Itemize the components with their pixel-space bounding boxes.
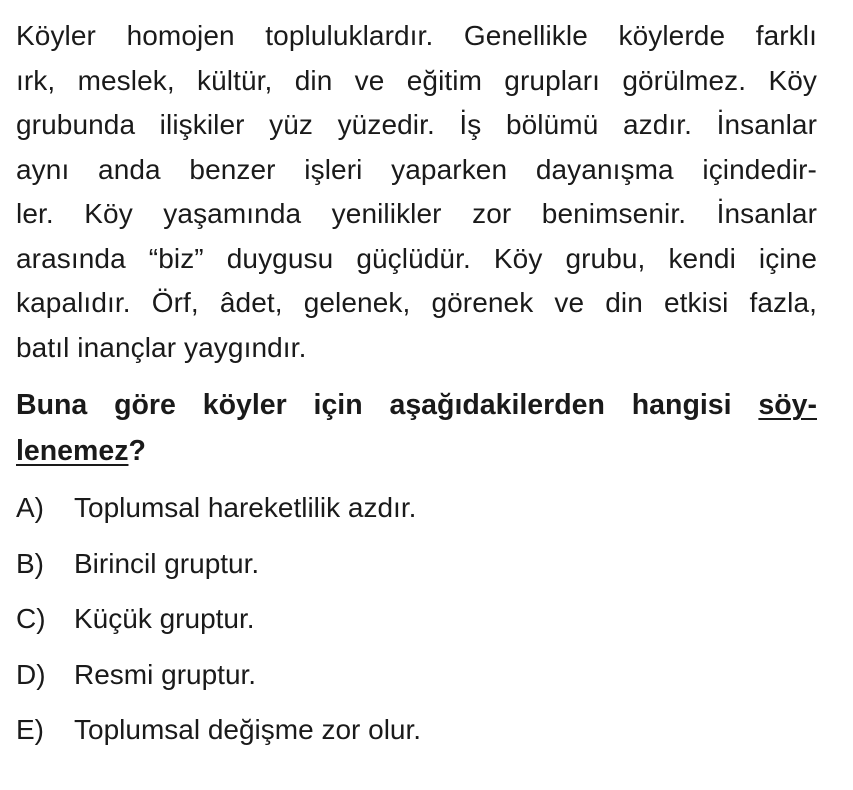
option-letter: E) [16, 714, 44, 745]
passage-line: kapalıdır. Örf, âdet, gelenek, görenek ve din etkisi fazla, [16, 287, 817, 318]
passage-line: batıl inançlar yaygındır. [16, 331, 307, 363]
question-underlined-word: lenemez [16, 435, 129, 467]
question-page [16, 14, 817, 758]
option-text: Toplumsal değişme zor olur. [74, 714, 422, 745]
option-a[interactable] [16, 480, 817, 536]
option-text: Toplumsal hareketlilik azdır. [74, 492, 417, 523]
option-letter: D) [16, 658, 46, 690]
passage-line: ler. Köy yaşamında yenilikler zor benimsenir. İnsanlar [16, 198, 817, 229]
option-b[interactable] [16, 536, 817, 592]
option-letter: A) [16, 492, 44, 523]
option-letter: C) [16, 603, 46, 634]
option-e[interactable] [16, 702, 817, 758]
question-stem [16, 382, 817, 474]
passage-line: grubunda ilişkiler yüz yüzedir. İş bölümü azdır. İnsanlar [16, 109, 817, 140]
option-text: Resmi gruptur. [74, 658, 257, 690]
option-d[interactable] [16, 647, 817, 703]
passage-line: aynı anda benzer işleri yaparken dayanışma içindedir- [16, 153, 817, 185]
question-mark: ? [128, 435, 146, 467]
option-text: Küçük gruptur. [74, 603, 255, 634]
option-c[interactable] [16, 591, 817, 647]
option-letter: B) [16, 547, 44, 579]
passage-line: Köyler homojen topluluklardır. Genellikle köylerde farklı [16, 20, 817, 51]
answer-options [16, 480, 817, 758]
question-underlined-word: söy- [758, 389, 817, 421]
question-line-2 [16, 428, 817, 474]
passage [16, 14, 817, 370]
question-line-1 [16, 382, 817, 428]
passage-line: ırk, meslek, kültür, din ve eğitim grupları görülmez. Köy [16, 64, 817, 96]
option-text: Birincil gruptur. [74, 547, 260, 579]
question-text: Buna göre köyler için aşağıdakilerden hangisi [16, 389, 759, 421]
passage-line: arasında “biz” duygusu güçlüdür. Köy grubu, kendi içine [16, 242, 817, 274]
